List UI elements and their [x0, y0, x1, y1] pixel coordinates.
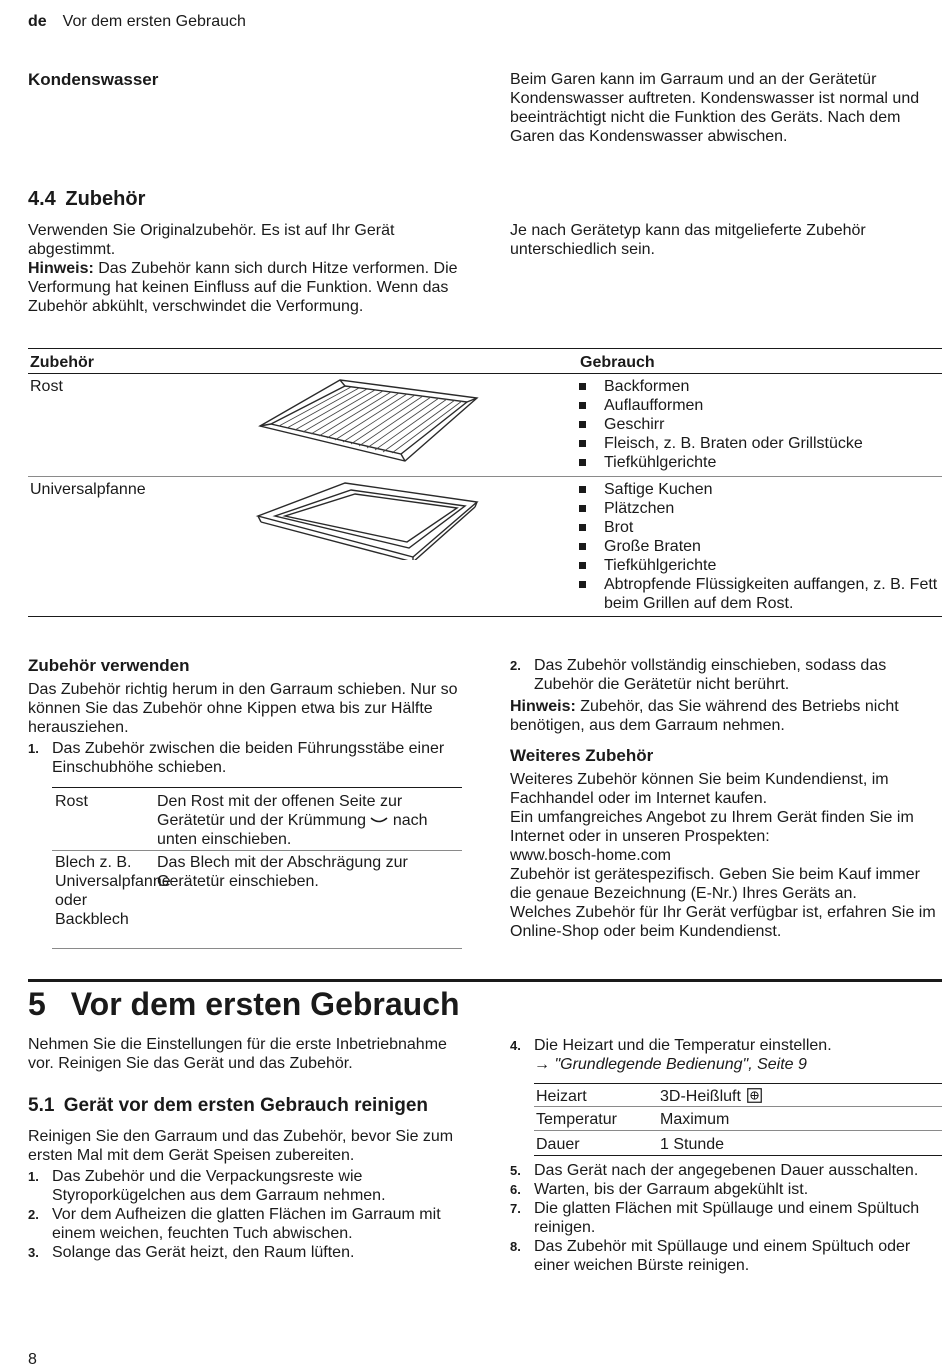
list-item: Große Braten — [578, 537, 942, 556]
desc-text-post: nach unten einschieben. — [157, 812, 428, 848]
list-item — [510, 1161, 938, 1180]
settings-value: Maximum — [660, 1111, 730, 1128]
step-text: Solange das Gerät heizt, den Raum lüften. — [52, 1244, 355, 1261]
hint-text: Das Zubehör kann sich durch Hitze verformen. Die Verformung hat keinen Einfluss auf die Funktion. Wenn das Zubehör abkühlt, verschwindet die Verformung. — [28, 260, 458, 315]
language-code: de — [28, 13, 47, 30]
hint-label: Hinweis: — [510, 698, 576, 715]
step-number: 8. — [510, 1239, 521, 1254]
step-text: Die glatten Flächen mit Spüllauge und einem Spültuch reinigen. — [534, 1200, 920, 1236]
chapter-rule — [28, 979, 942, 982]
step-number: 1. — [28, 741, 39, 756]
list-item — [28, 1243, 456, 1262]
settings-row-rule — [534, 1130, 942, 1131]
list-item — [510, 656, 940, 694]
pfanne-uses-list — [578, 480, 942, 613]
cleaning-steps-right — [510, 1161, 938, 1275]
list-item: Plätzchen — [578, 499, 942, 518]
step-number: 3. — [28, 1245, 39, 1260]
step-text: Warten, bis der Garraum abgekühlt ist. — [534, 1181, 809, 1198]
slide-table-row-rule — [52, 850, 462, 851]
settings-value: 3D-Heißluft — [660, 1087, 762, 1106]
list-item — [510, 1237, 938, 1275]
list-item: Geschirr — [578, 415, 942, 434]
step-text: Das Zubehör vollständig einschieben, sodass das Zubehör die Gerätetür nicht berührt. — [534, 657, 887, 693]
cleaning-steps-left — [28, 1167, 456, 1262]
slide-table-item: Blech z. B. Universalpfanne oder Backblech — [55, 854, 171, 928]
weiteres-p2: Ein umfangreiches Angebot zu Ihrem Gerät finden Sie im Internet oder in unseren Prospekten: — [510, 809, 914, 845]
section-heading-zubehoer — [28, 190, 145, 209]
chapter-number: 5 — [28, 986, 46, 1022]
verwenden-steps-cont — [510, 656, 940, 694]
weiteres-p3: Zubehör ist gerätespezifisch. Geben Sie beim Kauf immer die genaue Bezeichnung (E-Nr.) Ihres Geräts an. — [510, 866, 920, 902]
slide-table-desc: Das Blech mit der Abschrägung zur Gerätetür einschieben. — [157, 854, 408, 890]
arrow-icon: → — [534, 1056, 555, 1073]
section-title: Zubehör — [65, 188, 146, 210]
hint-label: Hinweis: — [28, 260, 94, 277]
step-number: 2. — [510, 658, 521, 673]
list-item: Tiefkühlgerichte — [578, 453, 942, 472]
step-number: 4. — [510, 1038, 521, 1053]
step-text: Das Zubehör zwischen die beiden Führungsstäbe einer Einschubhöhe schieben. — [52, 740, 445, 776]
section-heading-51 — [28, 1096, 428, 1115]
section-intro: Reinigen Sie den Garraum und das Zubehör, bevor Sie zum ersten Mal mit dem Gerät Speisen zubereiten. — [28, 1128, 454, 1164]
slide-table-item: Rost — [55, 793, 88, 810]
section-number: 4.4 — [28, 188, 56, 210]
hot-air-icon — [747, 1088, 762, 1103]
table-header-rule — [28, 373, 942, 374]
chapter-intro: Nehmen Sie die Einstellungen für die erste Inbetriebnahme vor. Reinigen Sie das Gerät und das Zubehör. — [28, 1036, 447, 1072]
desc-text-pre: Den Rost mit der offenen Seite zur Gerätetür und der Krümmung — [157, 793, 403, 829]
settings-table-bottom-rule — [534, 1155, 942, 1156]
list-item — [28, 739, 458, 777]
weiteres-text — [510, 770, 942, 941]
verwenden-intro: Das Zubehör richtig herum in den Garraum schieben. Nur so können Sie das Zubehör ohne Kippen etwa bis zur Hälfte herausziehen. — [28, 681, 458, 736]
table-row-rule — [28, 476, 942, 477]
list-item: Abtropfende Flüssigkeiten auffangen, z. B. Fett beim Grillen auf dem Rost. — [578, 575, 942, 613]
running-header — [28, 12, 246, 31]
verwenden-title: Zubehör verwenden — [28, 656, 190, 675]
curve-icon — [370, 816, 388, 826]
section-title: Gerät vor dem ersten Gebrauch reinigen — [63, 1095, 428, 1116]
zubehoer-intro — [28, 221, 458, 316]
cleaning-step-4 — [510, 1036, 942, 1074]
list-item — [28, 1167, 456, 1205]
settings-row-rule — [534, 1106, 942, 1107]
table-top-rule — [28, 348, 942, 349]
table-col-zubehoer: Zubehör — [30, 354, 94, 371]
step-text: Die Heizart und die Temperatur einstellen. — [534, 1037, 832, 1054]
page-number: 8 — [28, 1351, 37, 1368]
list-item: Brot — [578, 518, 942, 537]
step-text: Das Gerät nach der angegebenen Dauer ausschalten. — [534, 1162, 919, 1179]
weiteres-url[interactable]: www.bosch-home.com — [510, 847, 671, 864]
verwenden-steps — [28, 739, 458, 777]
list-item: Fleisch, z. B. Braten oder Grillstücke — [578, 434, 942, 453]
table-col-gebrauch: Gebrauch — [580, 354, 655, 371]
verwenden-hint — [510, 697, 942, 735]
list-item — [28, 1205, 456, 1243]
wire-rack-image — [255, 376, 480, 464]
table-bottom-rule — [28, 616, 942, 617]
slide-table-top-rule — [52, 787, 462, 788]
step-number: 2. — [28, 1207, 39, 1222]
step-number: 6. — [510, 1182, 521, 1197]
list-item: Saftige Kuchen — [578, 480, 942, 499]
zubehoer-left-text: Verwenden Sie Originalzubehör. Es ist auf Ihr Gerät abgestimmt. — [28, 222, 395, 258]
table-row-name: Rost — [30, 378, 63, 395]
settings-label: Temperatur — [536, 1111, 617, 1128]
list-item: Tiefkühlgerichte — [578, 556, 942, 575]
table-row-name: Universalpfanne — [30, 481, 146, 498]
chapter-title — [28, 985, 460, 1023]
list-item — [510, 1036, 942, 1074]
step-text: Das Zubehör mit Spüllauge und einem Spültuch oder einer weichen Bürste reinigen. — [534, 1238, 911, 1274]
list-item — [510, 1199, 938, 1237]
step-number: 1. — [28, 1169, 39, 1184]
slide-table-desc — [157, 792, 457, 849]
step-number: 5. — [510, 1163, 521, 1178]
step-text: Vor dem Aufheizen die glatten Flächen im Garraum mit einem weichen, feuchten Tuch abwischen. — [52, 1206, 441, 1242]
kondens-text: Beim Garen kann im Garraum und an der Gerätetür Kondenswasser auftreten. Kondenswasser ist normal und beeinträchtigt nicht die Funktion des Geräts. Nach dem Garen das Kondenswasser abwischen. — [510, 71, 920, 145]
settings-table-top-rule — [534, 1083, 942, 1084]
zubehoer-right-text: Je nach Gerätetyp kann das mitgelieferte Zubehör unterschiedlich sein. — [510, 222, 866, 258]
header-title: Vor dem ersten Gebrauch — [62, 13, 246, 30]
section-number: 5.1 — [28, 1095, 55, 1116]
chapter-title-text: Vor dem ersten Gebrauch — [70, 986, 460, 1022]
weiteres-title: Weiteres Zubehör — [510, 746, 654, 765]
weiteres-p4: Welches Zubehör für Ihr Gerät verfügbar ist, erfahren Sie im Online-Shop oder beim Kundendienst. — [510, 904, 936, 940]
settings-value: 1 Stunde — [660, 1136, 725, 1153]
cross-reference-link[interactable]: "Grundlegende Bedienung", Seite 9 — [554, 1056, 807, 1073]
list-item: Backformen — [578, 377, 942, 396]
hint-text: Zubehör, das Sie während des Betriebs nicht benötigen, aus dem Garraum nehmen. — [510, 698, 899, 734]
step-text: Das Zubehör und die Verpackungsreste wie Styroporkügelchen aus dem Garraum nehmen. — [52, 1168, 386, 1204]
slide-table-bottom-rule — [52, 948, 462, 949]
rost-uses-list — [578, 377, 942, 472]
step-number: 7. — [510, 1201, 521, 1216]
list-item: Auflaufformen — [578, 396, 942, 415]
settings-label: Dauer — [536, 1136, 580, 1153]
list-item — [510, 1180, 938, 1199]
universal-pan-image — [255, 480, 480, 560]
weiteres-p1: Weiteres Zubehör können Sie beim Kundendienst, im Fachhandel oder im Internet kaufen. — [510, 771, 889, 807]
kondens-title: Kondenswasser — [28, 70, 159, 89]
settings-label: Heizart — [536, 1088, 587, 1105]
